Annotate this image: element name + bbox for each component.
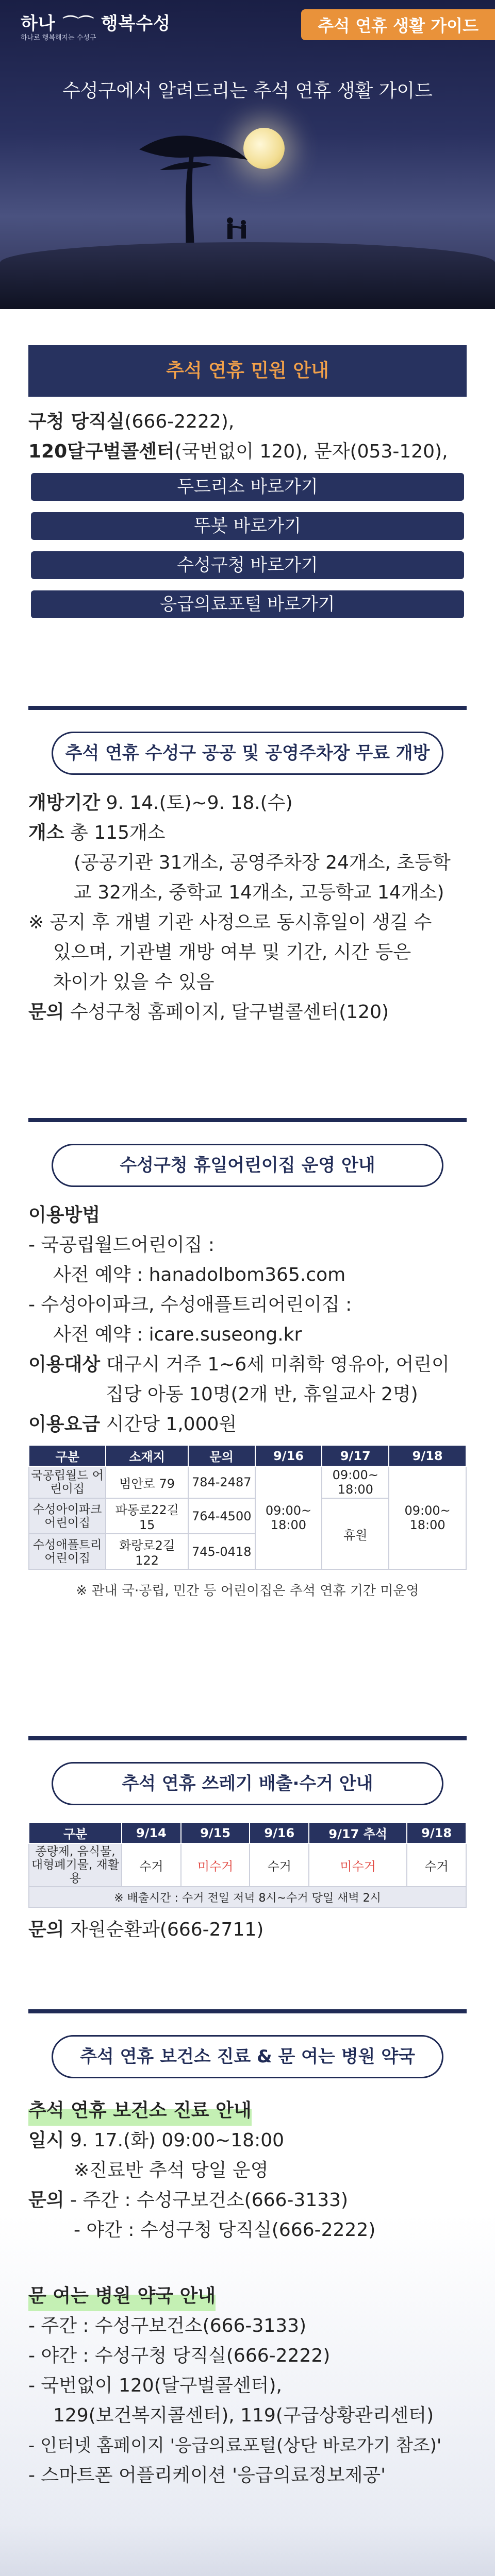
suseong-office-link-button[interactable]: 수성구청 바로가기 xyxy=(31,551,464,579)
no-collect-cell: 미수거 xyxy=(181,1843,250,1887)
health-section xyxy=(28,2009,467,2490)
inquiry-value: 자원순환과(666-2711) xyxy=(70,1919,264,1940)
table-header: 소재지 xyxy=(106,1445,188,1466)
date-value: 9. 17.(화) 09:00~18:00 xyxy=(70,2130,285,2151)
table-header: 문의 xyxy=(188,1445,255,1466)
civil-service-section xyxy=(28,345,467,618)
emergency-portal-link-button[interactable]: 응급의료포털 바로가기 xyxy=(31,590,464,618)
hours-916: 09:00~ 18:00 xyxy=(255,1466,322,1569)
parking-note-3: 차이가 있을 수 있음 xyxy=(53,972,214,993)
table-row xyxy=(29,1887,466,1907)
daycare-note: ※ 관내 국·공립, 민간 등 어린이집은 추석 연휴 기간 미운영 xyxy=(76,1583,419,1599)
daycare-address: 파동로22길 15 xyxy=(106,1498,188,1534)
parking-note-2: 있으며, 기관별 개방 여부 및 기간, 시간 등은 xyxy=(53,942,411,963)
method-label: 이용방법 xyxy=(28,1205,101,1226)
logo-brand-text: 행복수성 xyxy=(101,13,171,34)
list-item: - 인터넷 홈페이지 '응급의료포털(상단 바로가기 참조)' xyxy=(28,2435,442,2456)
dudrisO-link-button[interactable]: 두드리소 바로가기 xyxy=(31,473,464,501)
list-item: - 국번없이 120(달구벌콜센터), xyxy=(28,2375,282,2396)
table-header: 9/16 xyxy=(255,1445,322,1466)
period-value: 9. 14.(토)~9. 18.(수) xyxy=(106,792,293,814)
collect-cell: 수거 xyxy=(250,1843,309,1887)
daycare-section xyxy=(28,1118,467,1599)
daycare-name: 국공립월드 어린이집 xyxy=(29,1466,106,1498)
table-header: 9/17 xyxy=(322,1445,389,1466)
hours-918: 09:00~ 18:00 xyxy=(389,1466,466,1569)
date-note: ※진료반 추석 당일 운영 xyxy=(74,2160,269,2181)
section-title: 추석 연휴 쓰레기 배출·수거 안내 xyxy=(52,1762,443,1805)
inquiry-label: 문의 xyxy=(28,1919,64,1940)
fee-value: 시간당 1,000원 xyxy=(106,1414,237,1435)
clinic-inquiry-label: 문의 xyxy=(28,2190,64,2211)
logo[interactable] xyxy=(21,9,171,42)
ttubot-link-button[interactable]: 뚜봇 바로가기 xyxy=(31,512,464,540)
people-silhouette-illustration xyxy=(222,215,253,246)
table-header-row xyxy=(29,1822,466,1843)
guide-badge: 추석 연휴 생활 가이드 xyxy=(301,9,495,40)
daycare-address: 화랑로2길 122 xyxy=(106,1534,188,1569)
header-banner xyxy=(0,0,495,309)
table-row xyxy=(29,1466,466,1498)
method-1: - 국공립월드어린이집 : xyxy=(28,1234,214,1256)
list-item: - 주간 : 수성구보건소(666-3133) xyxy=(28,2315,307,2336)
logo-main-text: 하나 xyxy=(21,13,56,34)
count-value: 총 115개소 xyxy=(70,822,166,843)
daycare-phone: 745-0418 xyxy=(188,1534,255,1569)
daycare-name: 수성애플트리 어린이집 xyxy=(29,1534,106,1569)
count-detail-1: (공공기관 31개소, 공영주차장 24개소, 초등학 xyxy=(74,852,451,873)
section-title: 추석 연휴 수성구 공공 및 공영주차장 무료 개방 xyxy=(52,732,443,775)
header-subtitle: 수성구에서 알려드리는 추석 연휴 생활 가이드 xyxy=(62,80,433,101)
daycare-phone: 764-4500 xyxy=(188,1498,255,1534)
collect-cell: 수거 xyxy=(407,1843,466,1887)
open-hospital-heading: 문 여는 병원 약국 안내 xyxy=(28,2281,216,2311)
table-header: 9/15 xyxy=(181,1822,250,1843)
period-label: 개방기간 xyxy=(28,792,101,814)
target-value: 대구시 거주 1~6세 미취학 영유아, 어린이 xyxy=(106,1354,450,1375)
no-collect-cell: 미수거 xyxy=(309,1843,407,1887)
daycare-address: 범안로 79 xyxy=(106,1466,188,1498)
method-2: - 수성아이파크, 수성애플트리어린이집 : xyxy=(28,1294,352,1315)
fee-label: 이용요금 xyxy=(28,1414,101,1435)
waste-footnote: ※ 배출시간 : 수거 전일 저녁 8시~수거 당일 새벽 2시 xyxy=(29,1887,466,1907)
table-header-row xyxy=(29,1445,466,1466)
daycare-name: 수성아이파크 어린이집 xyxy=(29,1498,106,1534)
table-header: 구분 xyxy=(29,1822,122,1843)
target-value-2: 집당 아동 10명(2개 반, 휴일교사 2명) xyxy=(106,1384,418,1405)
duty-room-value: (666-2222), xyxy=(124,411,235,432)
count-detail-2: 교 32개소, 중학교 14개소, 고등학교 14개소) xyxy=(74,882,444,903)
inquiry-label: 문의 xyxy=(28,1002,64,1023)
parking-section xyxy=(28,706,467,1027)
daycare-phone: 784-2487 xyxy=(188,1466,255,1498)
list-item: - 야간 : 수성구청 당직실(666-2222) xyxy=(28,2345,331,2366)
hill-silhouette xyxy=(0,242,495,309)
section-title: 추석 연휴 보건소 진료 & 문 여는 병원 약국 xyxy=(52,2035,443,2078)
duty-room-label: 구청 당직실 xyxy=(28,411,125,432)
section-title: 추석 연휴 민원 안내 xyxy=(28,345,467,397)
table-header: 9/14 xyxy=(122,1822,181,1843)
waste-table xyxy=(28,1822,467,1908)
parking-note-1: ※ 공지 후 개별 기관 사정으로 동시휴일이 생길 수 xyxy=(28,912,432,933)
table-row xyxy=(29,1843,466,1887)
clinic-inquiry-night: - 야간 : 수성구청 당직실(666-2222) xyxy=(74,2219,376,2241)
closed-917: 휴원 xyxy=(322,1498,389,1569)
hours-917: 09:00~ 18:00 xyxy=(322,1466,389,1498)
list-item: - 스마트폰 어플리케이션 '응급의료정보제공' xyxy=(28,2465,386,2486)
clinic-inquiry-day: - 주간 : 수성구보건소(666-3133) xyxy=(70,2190,349,2211)
call-center-value: (국번없이 120), 문자(053-120), xyxy=(174,441,448,462)
table-header: 9/17 추석 xyxy=(309,1822,407,1843)
table-header: 구분 xyxy=(29,1445,106,1466)
target-label: 이용대상 xyxy=(28,1354,101,1375)
count-label: 개소 xyxy=(28,822,64,843)
call-center-line xyxy=(28,437,467,467)
collect-cell: 수거 xyxy=(122,1843,181,1887)
table-header: 9/18 xyxy=(407,1822,466,1843)
table-header: 9/16 xyxy=(250,1822,309,1843)
date-label: 일시 xyxy=(28,2130,64,2151)
method-1-reservation: 사전 예약 : hanadolbom365.com xyxy=(53,1264,346,1285)
duty-room-line xyxy=(28,407,467,437)
waste-type: 종량제, 음식물, 대형폐기물, 재활용 xyxy=(29,1843,122,1887)
waste-section xyxy=(28,1736,467,1945)
daycare-table xyxy=(28,1445,467,1570)
logo-sub-text: 하나로 행복해지는 수성구 xyxy=(21,34,96,42)
health-clinic-heading: 추석 연휴 보건소 진료 안내 xyxy=(28,2096,252,2126)
method-2-reservation: 사전 예약 : icare.suseong.kr xyxy=(53,1324,302,1345)
table-header: 9/18 xyxy=(389,1445,466,1466)
inquiry-value: 수성구청 홈페이지, 달구벌콜센터(120) xyxy=(70,1002,389,1023)
section-title: 수성구청 휴일어린이집 운영 안내 xyxy=(52,1144,443,1187)
call-center-label: 120달구벌콜센터 xyxy=(28,441,175,462)
list-item: 129(보건복지콜센터), 119(구급상황관리센터) xyxy=(53,2405,434,2426)
logo-smile-icon: ⌒⌒ xyxy=(62,14,94,33)
